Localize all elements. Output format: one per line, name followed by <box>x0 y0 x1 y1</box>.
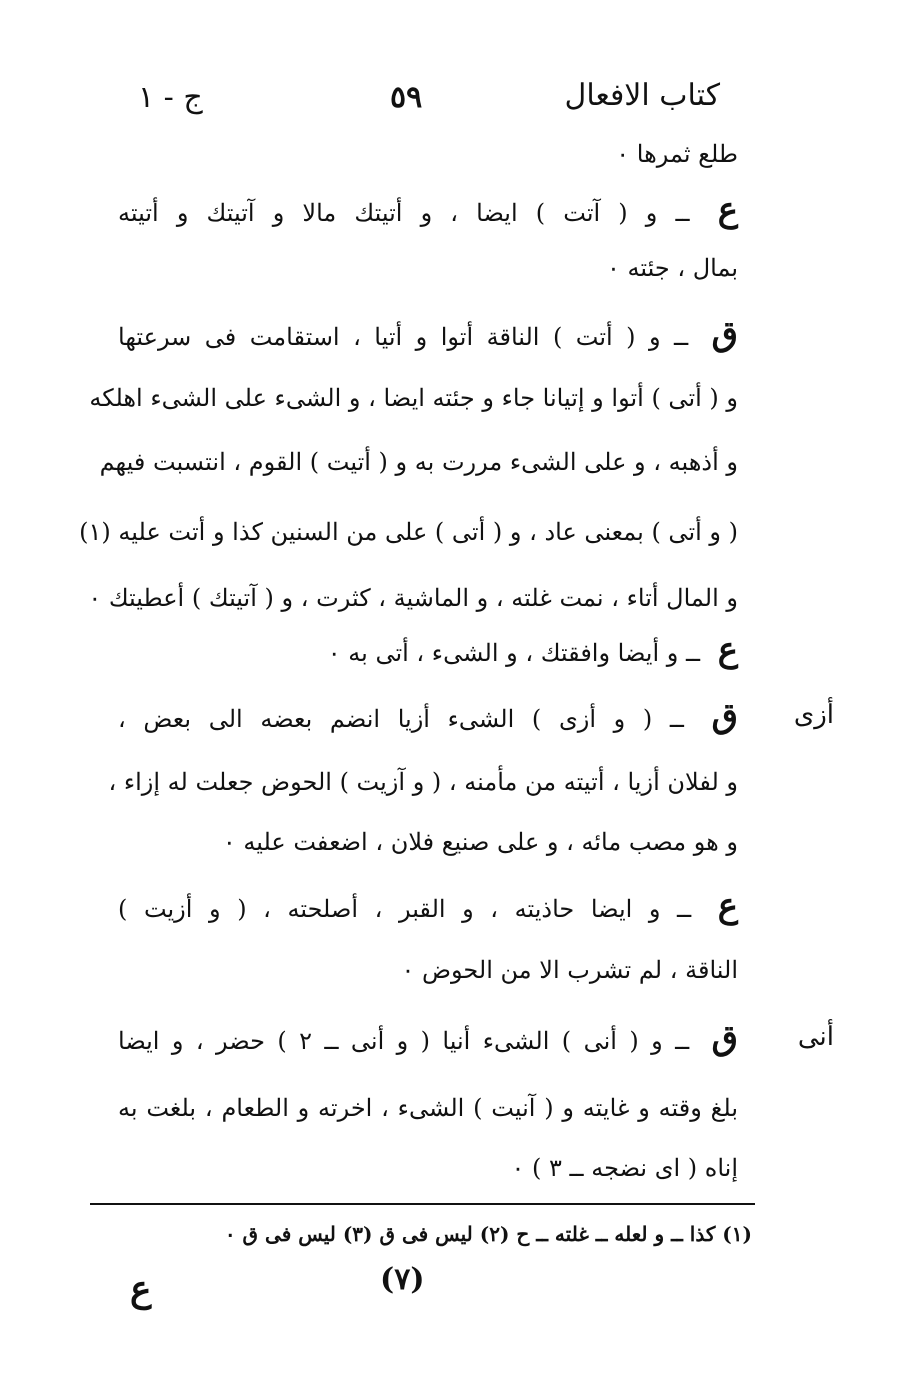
line-text: و لفلان أزيا ، أتيته من مأمنه ، ( و آزيت ) الحوض جعلت له إزاء ، <box>108 768 738 796</box>
book-title: كتاب الافعال <box>564 78 720 113</box>
body-line <box>118 1018 738 1061</box>
source-marker: ق <box>711 314 738 354</box>
margin-headword-azy: أزى <box>793 700 834 730</box>
line-text: ( و أتى ) بمعنى عاد ، و ( أتى ) على من السنين كذا و أتت عليه (١) <box>79 518 738 546</box>
body-line <box>118 1088 738 1128</box>
body-line <box>108 762 738 802</box>
corner-mark: ع <box>130 1268 152 1310</box>
line-text: بلغ وقته و غايته و ( آنيت ) الشىء ، اخرته و الطعام ، بلغت به <box>118 1094 738 1122</box>
line-text: بمال ، جئته ٠ <box>606 254 738 282</box>
volume-label: ج - ١ <box>138 80 203 115</box>
body-line <box>99 442 738 482</box>
body-line <box>118 248 738 288</box>
line-text: ــ و ( أتت ) الناقة أتوا و أتيا ، استقامت فى سرعتها <box>118 323 689 351</box>
line-text: الناقة ، لم تشرب الا من الحوض ٠ <box>401 956 738 984</box>
line-text: ــ و ( أنى ) الشىء أنيا ( و أنى ــ ٢ ) حضر ، و ايضا <box>118 1027 690 1055</box>
body-line <box>118 1148 738 1188</box>
page-number: ٥٩ <box>390 80 423 115</box>
line-text: ــ و ايضا حاذيته ، و القبر ، أصلحته ، ( و أزيت ) <box>118 895 692 923</box>
body-line <box>88 578 738 618</box>
line-text: إناه ( اى نضجه ــ ٣ ) ٠ <box>511 1154 738 1182</box>
body-line <box>79 512 738 552</box>
body-line <box>118 886 738 929</box>
line-text: و ( أتى ) أتوا و إتيانا جاء و جئته ايضا ، و الشىء على الشىء اهلكه <box>89 384 738 412</box>
body-line <box>118 950 738 990</box>
line-text: ــ و ( آتت ) ايضا ، و أتيتك مالا و آتيتك و أتيته <box>118 199 690 227</box>
body-line <box>118 190 738 233</box>
margin-headword-any: أنى <box>797 1022 834 1052</box>
line-text: و أذهبه ، و على الشىء مررت به و ( أتيت ) القوم ، انتسبت فيهم <box>99 448 738 476</box>
source-marker: ع <box>717 886 738 926</box>
line-text: ــ ( و أزى ) الشىء أزيا انضم بعضه الى بعض ، <box>118 705 684 733</box>
line-text: و المال أتاء ، نمت غلته ، و الماشية ، كثرت ، و ( آتيتك ) أعطيتك ٠ <box>88 584 738 612</box>
source-marker: ع <box>717 630 738 670</box>
page-header <box>120 78 720 128</box>
line-text: و هو مصب مائه ، و على صنيع فلان ، اضعفت عليه ٠ <box>222 828 738 856</box>
footnote-divider <box>90 1203 755 1205</box>
source-marker: ع <box>717 190 738 230</box>
body-line <box>118 822 738 862</box>
source-marker: ق <box>711 1018 738 1058</box>
body-line <box>118 696 738 739</box>
footnote: (١) كذا ــ و لعله ــ غلته ــ ح (٢) ليس فى ق (٣) ليس فى ق ٠ <box>224 1222 752 1246</box>
line-text: طلع ثمرها ٠ <box>616 140 738 168</box>
body-line <box>118 630 738 673</box>
body-line <box>89 378 738 418</box>
signature-mark: (٧) <box>380 1262 425 1297</box>
body-line <box>118 314 738 357</box>
source-marker: ق <box>711 696 738 736</box>
line-text: ــ و أيضا وافقتك ، و الشىء ، أتى به ٠ <box>327 639 701 667</box>
body-line <box>118 134 738 174</box>
